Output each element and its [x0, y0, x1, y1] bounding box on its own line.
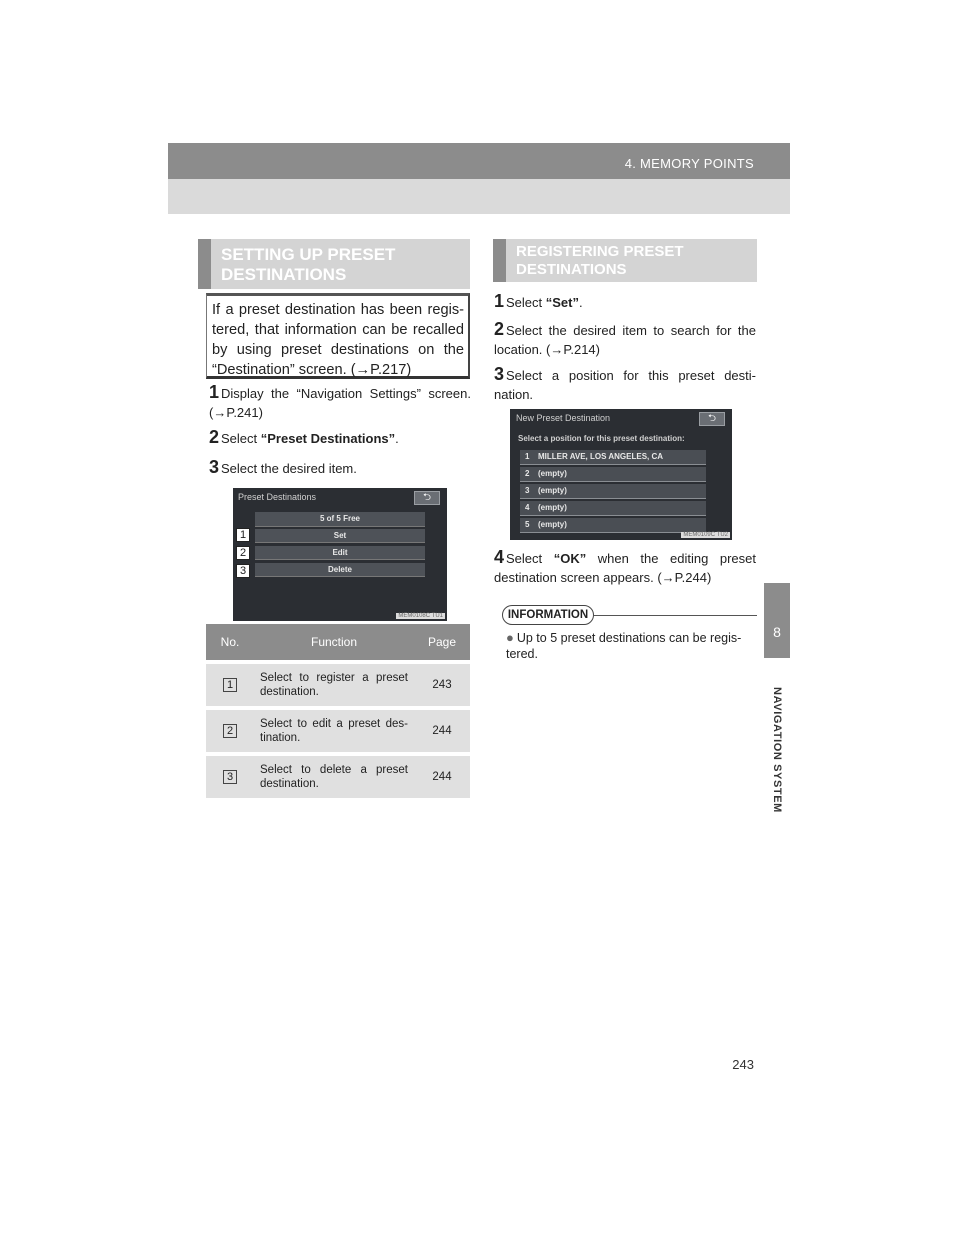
preset-destinations-screenshot	[233, 488, 447, 621]
row-num: 1	[525, 452, 530, 461]
section-title: 4. MEMORY POINTS	[624, 156, 754, 171]
step-text: Display the “Navigation Settings” screen. (→P.241)	[209, 386, 471, 420]
right-step-2	[494, 320, 756, 359]
row-function: Select to delete a preset destination.	[254, 756, 414, 798]
step-post: when the editing preset destination screen appears. (→P.244)	[494, 551, 756, 585]
row-label: (empty)	[538, 469, 567, 478]
chapter-label: NAVIGATION SYSTEM	[771, 687, 783, 813]
row-num: 5	[525, 520, 530, 529]
row-function: Select to edit a preset des-tination.	[254, 710, 414, 752]
note-text: If a preset destination has been regis-tered, that information can be recalled by using preset destinations on the “Destination” screen. (→P.217)	[212, 302, 464, 378]
chapter-number: 8	[773, 624, 781, 640]
note-box	[206, 293, 470, 379]
information-text: Up to 5 preset destinations can be regis-tered.	[506, 631, 742, 661]
row-label: MILLER AVE, LOS ANGELES, CA	[538, 452, 664, 461]
position-row-4[interactable]	[520, 501, 706, 516]
step-number: 4	[494, 547, 505, 567]
free-count-bar: 5 of 5 Free	[255, 512, 425, 527]
step-number: 3	[494, 364, 505, 384]
position-row-5[interactable]	[520, 518, 706, 533]
step-number: 2	[209, 427, 220, 447]
left-heading-text: SETTING UP PRESET DESTINATIONS	[221, 245, 396, 284]
col-function: Function	[254, 624, 414, 660]
right-step-4	[494, 548, 756, 587]
back-icon[interactable]: ⮌	[414, 491, 440, 505]
step-text: Select	[221, 431, 261, 446]
step-post: .	[395, 431, 399, 446]
left-step-1	[209, 383, 471, 422]
screen-title: New Preset Destination	[516, 413, 611, 423]
header-bar	[168, 143, 790, 179]
bullet-icon: ●	[506, 630, 514, 645]
chapter-label-wrap	[764, 660, 790, 840]
left-section-heading	[198, 239, 470, 289]
step-text: Select the desired item.	[221, 461, 357, 476]
new-preset-destination-screenshot	[510, 409, 732, 540]
image-code: MEM0109C TU2	[683, 532, 728, 538]
position-row-1[interactable]	[520, 450, 706, 465]
step-number: 1	[494, 291, 505, 311]
row-label: (empty)	[538, 486, 567, 495]
step-post: .	[579, 295, 583, 310]
step-bold: “Preset Destinations”	[260, 431, 396, 446]
left-step-2	[209, 428, 471, 448]
right-heading-text: REGISTERING PRESET DESTINATIONS	[516, 243, 684, 278]
col-no: No.	[206, 624, 254, 660]
row-page: 244	[414, 710, 470, 752]
step-number: 1	[209, 382, 220, 402]
row-label: (empty)	[538, 520, 567, 529]
right-step-3	[494, 365, 756, 404]
row-number: 2	[223, 724, 237, 738]
row-number: 3	[223, 770, 237, 784]
step-text: Select	[506, 295, 546, 310]
step-bold: “Set”	[545, 295, 579, 310]
position-row-3[interactable]	[520, 484, 706, 499]
step-text: Select a position for this preset desti-nation.	[494, 368, 756, 402]
table-row	[206, 710, 470, 752]
edit-button[interactable]: Edit	[255, 546, 425, 560]
table-row	[206, 664, 470, 706]
row-page: 243	[414, 664, 470, 706]
row-num: 4	[525, 503, 530, 512]
header-subbar	[168, 179, 790, 214]
table-row	[206, 756, 470, 798]
step-number: 3	[209, 457, 220, 477]
col-page: Page	[414, 624, 470, 660]
row-page: 244	[414, 756, 470, 798]
step-number: 2	[494, 319, 505, 339]
row-number: 1	[223, 678, 237, 692]
information-tag: INFORMATION	[502, 605, 594, 625]
delete-button[interactable]: Delete	[255, 563, 425, 577]
callout-2: 2	[236, 546, 250, 560]
right-step-1	[494, 292, 756, 312]
row-num: 2	[525, 469, 530, 478]
information-rule	[594, 615, 757, 616]
row-function: Select to register a preset destination.	[254, 664, 414, 706]
chapter-tab	[764, 583, 790, 658]
set-button[interactable]: Set	[255, 529, 425, 543]
back-icon[interactable]: ⮌	[699, 412, 725, 426]
row-num: 3	[525, 486, 530, 495]
position-row-2[interactable]	[520, 467, 706, 482]
callout-3: 3	[236, 564, 250, 578]
step-text: Select	[506, 551, 554, 566]
function-table	[206, 624, 470, 798]
step-text: Select the desired item to search for the location. (→P.214)	[494, 323, 756, 357]
table-header	[206, 624, 470, 660]
right-section-heading	[493, 239, 757, 282]
step-bold: “OK”	[553, 551, 587, 566]
callout-1: 1	[236, 528, 250, 542]
screen-title: Preset Destinations	[238, 492, 317, 502]
screen-prompt: Select a position for this preset destination:	[518, 434, 685, 443]
row-label: (empty)	[538, 503, 567, 512]
page-number: 243	[732, 1057, 754, 1072]
left-step-3	[209, 458, 471, 478]
image-code: MEM0108C TU1	[398, 613, 443, 619]
information-body	[506, 630, 756, 662]
